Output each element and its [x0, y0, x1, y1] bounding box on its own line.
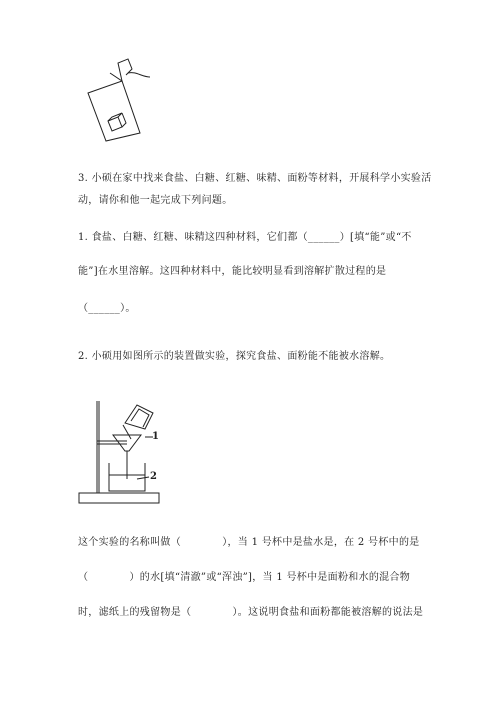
q2-paragraph-line-3: 时，滤纸上的残留物是（ ）。这说明食盐和面粉都能被溶解的说法是	[78, 607, 424, 618]
q1-line-3: （______）。	[78, 303, 136, 314]
q1-line-2: 能”]在水里溶解。这四种材料中，能比较明显看到溶解扩散过程的是	[78, 266, 387, 277]
q2-line-1: 2. 小硕用如图所示的装置做实验，探究食盐、面粉能不能被水溶解。	[78, 351, 391, 362]
figure-label-1: 1	[152, 431, 160, 442]
figure-label-2: 2	[150, 471, 158, 482]
bag-pour-figure	[80, 55, 160, 145]
filtration-apparatus-figure	[75, 395, 185, 510]
q3-intro-line-1: 3. 小硕在家中找来食盐、白糖、红糖、味精、面粉等材料，开展科学小实验活	[78, 173, 432, 184]
q3-intro-line-2: 动，请你和他一起完成下列问题。	[78, 195, 233, 206]
q1-line-1: 1. 食盐、白糖、红糖、味精这四种材料，它们都（______）[填“能”或“不	[78, 232, 412, 243]
q2-paragraph-line-2: （ ）的水[填“清澈”或“浑浊”]，当 1 号杯中是面粉和水的混合物	[78, 572, 411, 583]
q2-paragraph-line-1: 这个实验的名称叫做（ ），当 1 号杯中是盐水是，在 2 号杯中的是	[78, 537, 420, 548]
